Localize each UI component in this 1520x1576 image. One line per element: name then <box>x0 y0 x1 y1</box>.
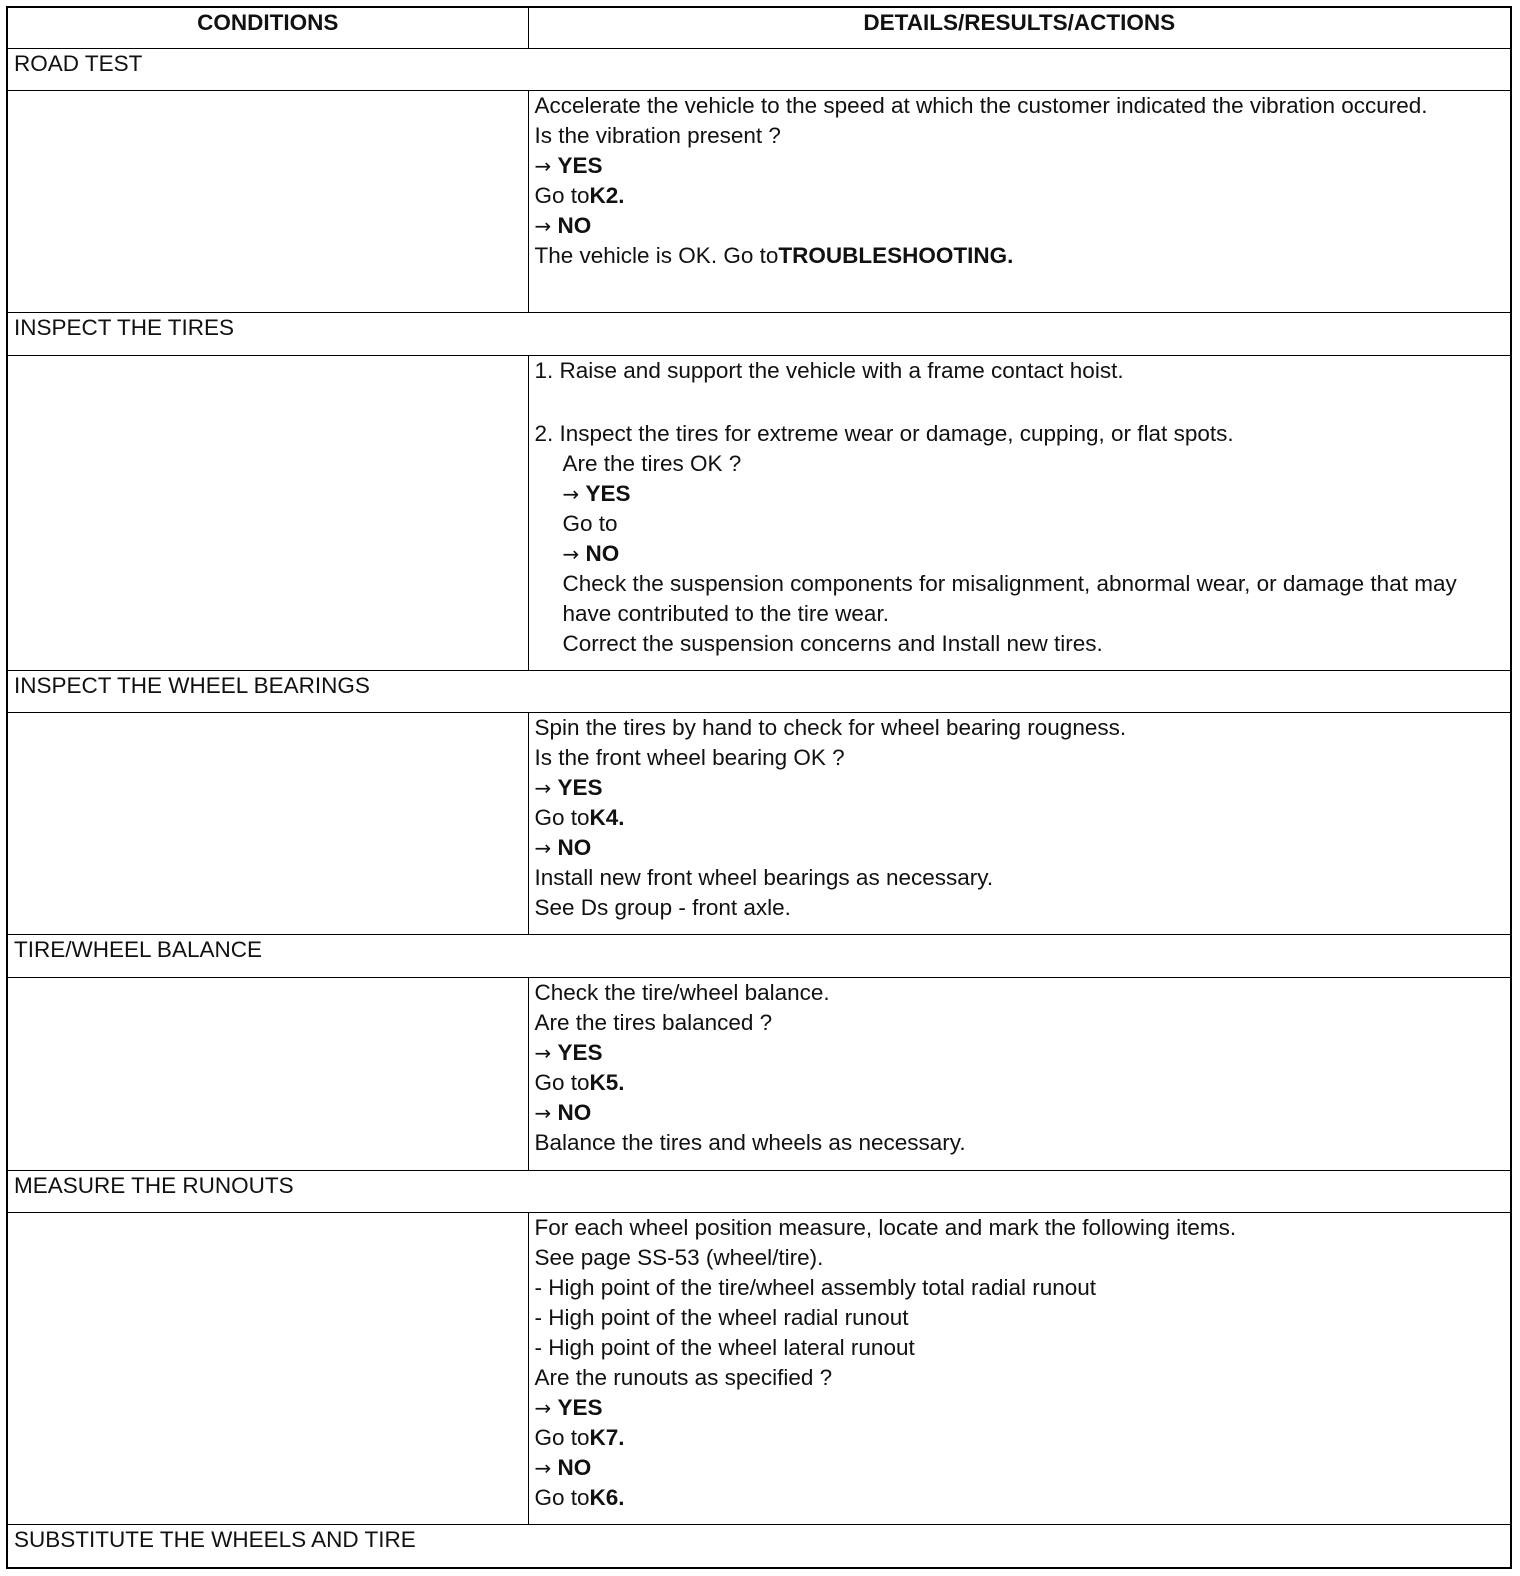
section-title: INSPECT THE WHEEL BEARINGS <box>8 670 1510 712</box>
step-row-bearings <box>8 712 1510 935</box>
yes-action: Go toK4. <box>534 804 625 830</box>
section-title: ROAD TEST <box>8 48 1510 90</box>
question-text: Are the tires OK ? <box>562 450 742 476</box>
conditions-cell <box>8 355 528 670</box>
diagnostic-table <box>8 8 1510 1567</box>
details-cell <box>528 1213 1510 1525</box>
details-cell <box>528 977 1510 1171</box>
arrow-right-icon: → <box>534 1100 552 1125</box>
yes-result: → YES <box>534 774 603 800</box>
arrow-right-icon: → <box>534 153 552 178</box>
details-header: DETAILS/RESULTS/ACTIONS <box>528 8 1510 48</box>
section-row-substitute <box>8 1525 1510 1567</box>
reference-text: See page SS-53 (wheel/tire). <box>534 1245 824 1271</box>
step-1-text: 1. Raise and support the vehicle with a frame contact hoist. <box>534 357 1124 383</box>
no-result: → NO <box>534 1099 592 1125</box>
yes-result: → YES <box>562 480 631 506</box>
no-action: Check the suspension components for misalignment, abnormal wear, or damage that may have contributed to the tire wear. <box>562 570 1457 626</box>
conditions-cell <box>8 712 528 935</box>
arrow-right-icon: → <box>534 835 552 860</box>
arrow-right-icon: → <box>562 481 580 506</box>
details-cell <box>528 712 1510 935</box>
yes-action: Go toK2. <box>534 182 625 208</box>
yes-result: → YES <box>534 1395 603 1421</box>
section-title: TIRE/WHEEL BALANCE <box>8 935 1510 977</box>
conditions-cell <box>8 90 528 313</box>
arrow-right-icon: → <box>534 1040 552 1065</box>
instruction-text: Check the tire/wheel balance. <box>534 979 830 1005</box>
no-result: → NO <box>534 212 592 238</box>
section-title: MEASURE THE RUNOUTS <box>8 1171 1510 1213</box>
no-result: → NO <box>534 1455 592 1481</box>
no-result: → NO <box>534 834 592 860</box>
list-item: - High point of the wheel lateral runout <box>534 1335 915 1361</box>
instruction-text: Spin the tires by hand to check for wheel bearing rougness. <box>534 714 1127 740</box>
step-reference: TROUBLESHOOTING. <box>778 242 1014 268</box>
conditions-cell <box>8 977 528 1171</box>
list-item: - High point of the tire/wheel assembly total radial runout <box>534 1275 1097 1301</box>
step-row-balance <box>8 977 1510 1171</box>
no-result: → NO <box>562 540 620 566</box>
step-reference: K2. <box>589 182 625 208</box>
step-row-tires <box>8 355 1510 670</box>
yes-result: → YES <box>534 1039 603 1065</box>
arrow-right-icon: → <box>562 541 580 566</box>
step-reference: K6. <box>589 1485 625 1511</box>
arrow-right-icon: → <box>534 1396 552 1421</box>
table-header-row <box>8 8 1510 48</box>
arrow-right-icon: → <box>534 1456 552 1481</box>
step-row-road-test <box>8 90 1510 313</box>
spacer <box>535 386 1505 419</box>
no-action: Install new front wheel bearings as necessary. <box>534 864 994 890</box>
details-cell <box>528 355 1510 670</box>
section-title: INSPECT THE TIRES <box>8 313 1510 355</box>
diagnostic-table-page <box>6 6 1512 1569</box>
details-cell <box>528 90 1510 313</box>
step-row-runouts <box>8 1213 1510 1525</box>
section-title: SUBSTITUTE THE WHEELS AND TIRE <box>8 1525 1510 1567</box>
yes-action: Go toK5. <box>534 1069 625 1095</box>
question-text: Are the runouts as specified ? <box>534 1365 833 1391</box>
section-row-tires <box>8 313 1510 355</box>
conditions-cell <box>8 1213 528 1525</box>
yes-result: → YES <box>534 152 603 178</box>
section-row-bearings <box>8 670 1510 712</box>
no-action: Go toK6. <box>534 1485 625 1511</box>
step-reference: K7. <box>589 1425 625 1451</box>
arrow-right-icon: → <box>534 213 552 238</box>
no-action: Balance the tires and wheels as necessary. <box>534 1129 966 1155</box>
no-action-2: See Ds group - front axle. <box>534 894 791 920</box>
conditions-header: CONDITIONS <box>8 8 528 48</box>
yes-action: Go to <box>562 510 618 536</box>
no-action-2: Correct the suspension concerns and Install new tires. <box>562 630 1103 656</box>
question-text: Is the front wheel bearing OK ? <box>534 744 845 770</box>
instruction-text: Accelerate the vehicle to the speed at which the customer indicated the vibration occured. <box>534 92 1428 118</box>
yes-action: Go toK7. <box>534 1425 625 1451</box>
section-row-balance <box>8 935 1510 977</box>
step-reference: K5. <box>589 1069 625 1095</box>
step-2-text: 2. Inspect the tires for extreme wear or damage, cupping, or flat spots. <box>534 420 1234 446</box>
arrow-right-icon: → <box>534 775 552 800</box>
step-reference: K4. <box>589 804 625 830</box>
no-action: The vehicle is OK. Go toTROUBLESHOOTING. <box>534 242 1014 268</box>
section-row-road-test <box>8 48 1510 90</box>
list-item: - High point of the wheel radial runout <box>534 1305 909 1331</box>
section-row-runouts <box>8 1171 1510 1213</box>
question-text: Is the vibration present ? <box>534 122 781 148</box>
instruction-text: For each wheel position measure, locate and mark the following items. <box>534 1215 1237 1241</box>
question-text: Are the tires balanced ? <box>534 1009 773 1035</box>
